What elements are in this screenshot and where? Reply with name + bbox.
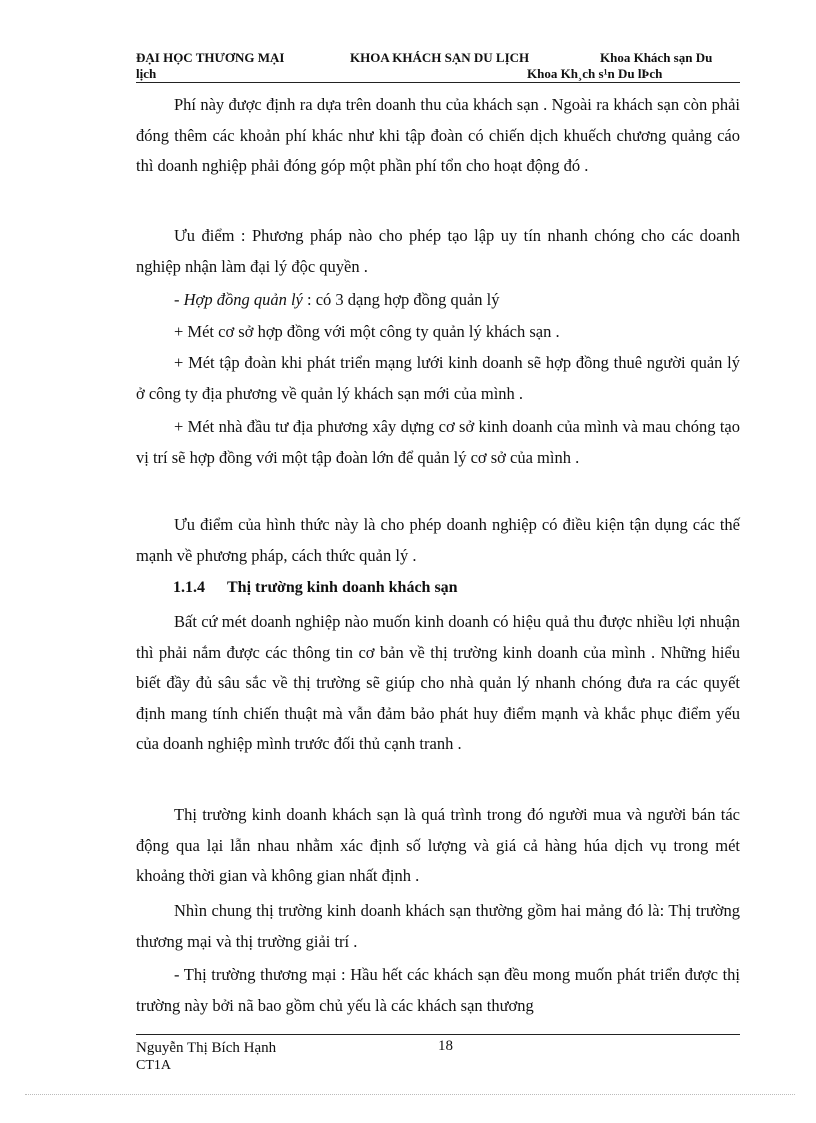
list-item-contract-1: + Mét cơ sở hợp đồng với một công ty quản lý khách sạn . [174, 322, 560, 341]
section-number: 1.1.4 [173, 579, 205, 596]
term-management-contract: Hợp đồng quản lý [183, 290, 303, 309]
header-faculty: KHOA KHÁCH SẠN DU LỊCH [350, 50, 530, 65]
bullet-dash: - [174, 290, 184, 309]
paragraph-market-definition: Thị trường kinh doanh khách sạn là quá trình trong đó người mua và người bán tác động qua lại lẫn nhau nhằm xác định số lượng và giá cả hàng húa dịch vụ trong mét khoảng thời gian và không gian nhất định . [136, 805, 740, 885]
paragraph-commercial-market: - Thị trường thương mại : Hầu hết các khách sạn đều mong muốn phát triển được thị trường này bởi nã bao gồm chủ yếu là các khách sạn thương [136, 965, 740, 1015]
footer-rule [136, 1034, 740, 1035]
paragraph-advantage-1: Ưu điểm : Phương pháp nào cho phép tạo lập uy tín nhanh chóng cho các doanh nghiệp nhận làm đại lý độc quyền . [136, 226, 740, 276]
header-rule [136, 82, 740, 83]
paragraph-market-segments: Nhìn chung thị trường kinh doanh khách sạn thường gồm hai mảng đó là: Thị trường thương mại và thị trường giải trí . [136, 901, 740, 951]
header-faculty-short: Khoa Khách sạn Du [600, 50, 713, 65]
section-title: Thị trường kinh doanh khách sạn [227, 579, 458, 596]
list-item-contract-2: + Mét tập đoàn khi phát triển mạng lưới kinh doanh sẽ hợp đồng thuê người quản lý ở công ty địa phương về quản lý khách sạn mới của mình . [136, 353, 740, 403]
header-line2-right: Khoa Kh¸ch s¹n Du lÞch [527, 66, 663, 81]
page-number: 18 [438, 1038, 453, 1054]
footer-class-code: CT1A [136, 1058, 171, 1073]
header-line2-left: lịch [136, 66, 157, 81]
paragraph-management-contract [136, 285, 740, 316]
section-heading [173, 579, 458, 597]
list-item-contract-3: + Mét nhà đầu tư địa phương xây dựng cơ sở kinh doanh của mình và mau chóng tạo vị trí sẽ hợp đồng với một tập đoàn lớn để quản lý cơ sở của mình . [136, 417, 740, 467]
page-bottom-divider [25, 1094, 795, 1095]
management-contract-rest: : có 3 dạng hợp đồng quản lý [302, 290, 500, 309]
paragraph-advantage-2: Ưu điểm của hình thức này là cho phép doanh nghiệp có điều kiện tận dụng các thế mạnh về phương pháp, cách thức quản lý . [136, 515, 740, 565]
header-university: ĐẠI HỌC THƯƠNG MẠI [136, 50, 285, 65]
footer-author: Nguyễn Thị Bích Hạnh [136, 1040, 277, 1056]
paragraph-fee: Phí này được định ra dựa trên doanh thu của khách sạn . Ngoài ra khách sạn còn phải đóng thêm các khoản phí khác như khi tập đoàn có chiến dịch khuếch chương quảng cáo thì doanh nghiệp phải đóng góp một phần phí tổn cho hoạt động đó . [136, 95, 740, 175]
paragraph-market-info: Bất cứ mét doanh nghiệp nào muốn kinh doanh có hiệu quả thu được nhiều lợi nhuận thì phải nắm được các thông tin cơ bản về thị trường kinh doanh của mình . Những hiểu biết đầy đủ sâu sắc về thị trường sẽ giúp cho nhà quản lý nhanh chóng đưa ra các quyết định mang tính chiến thuật mà vẫn đảm bảo phát huy điểm mạnh và khắc phục điểm yếu của doanh nghiệp mình trước đối thủ cạnh tranh . [136, 612, 740, 753]
